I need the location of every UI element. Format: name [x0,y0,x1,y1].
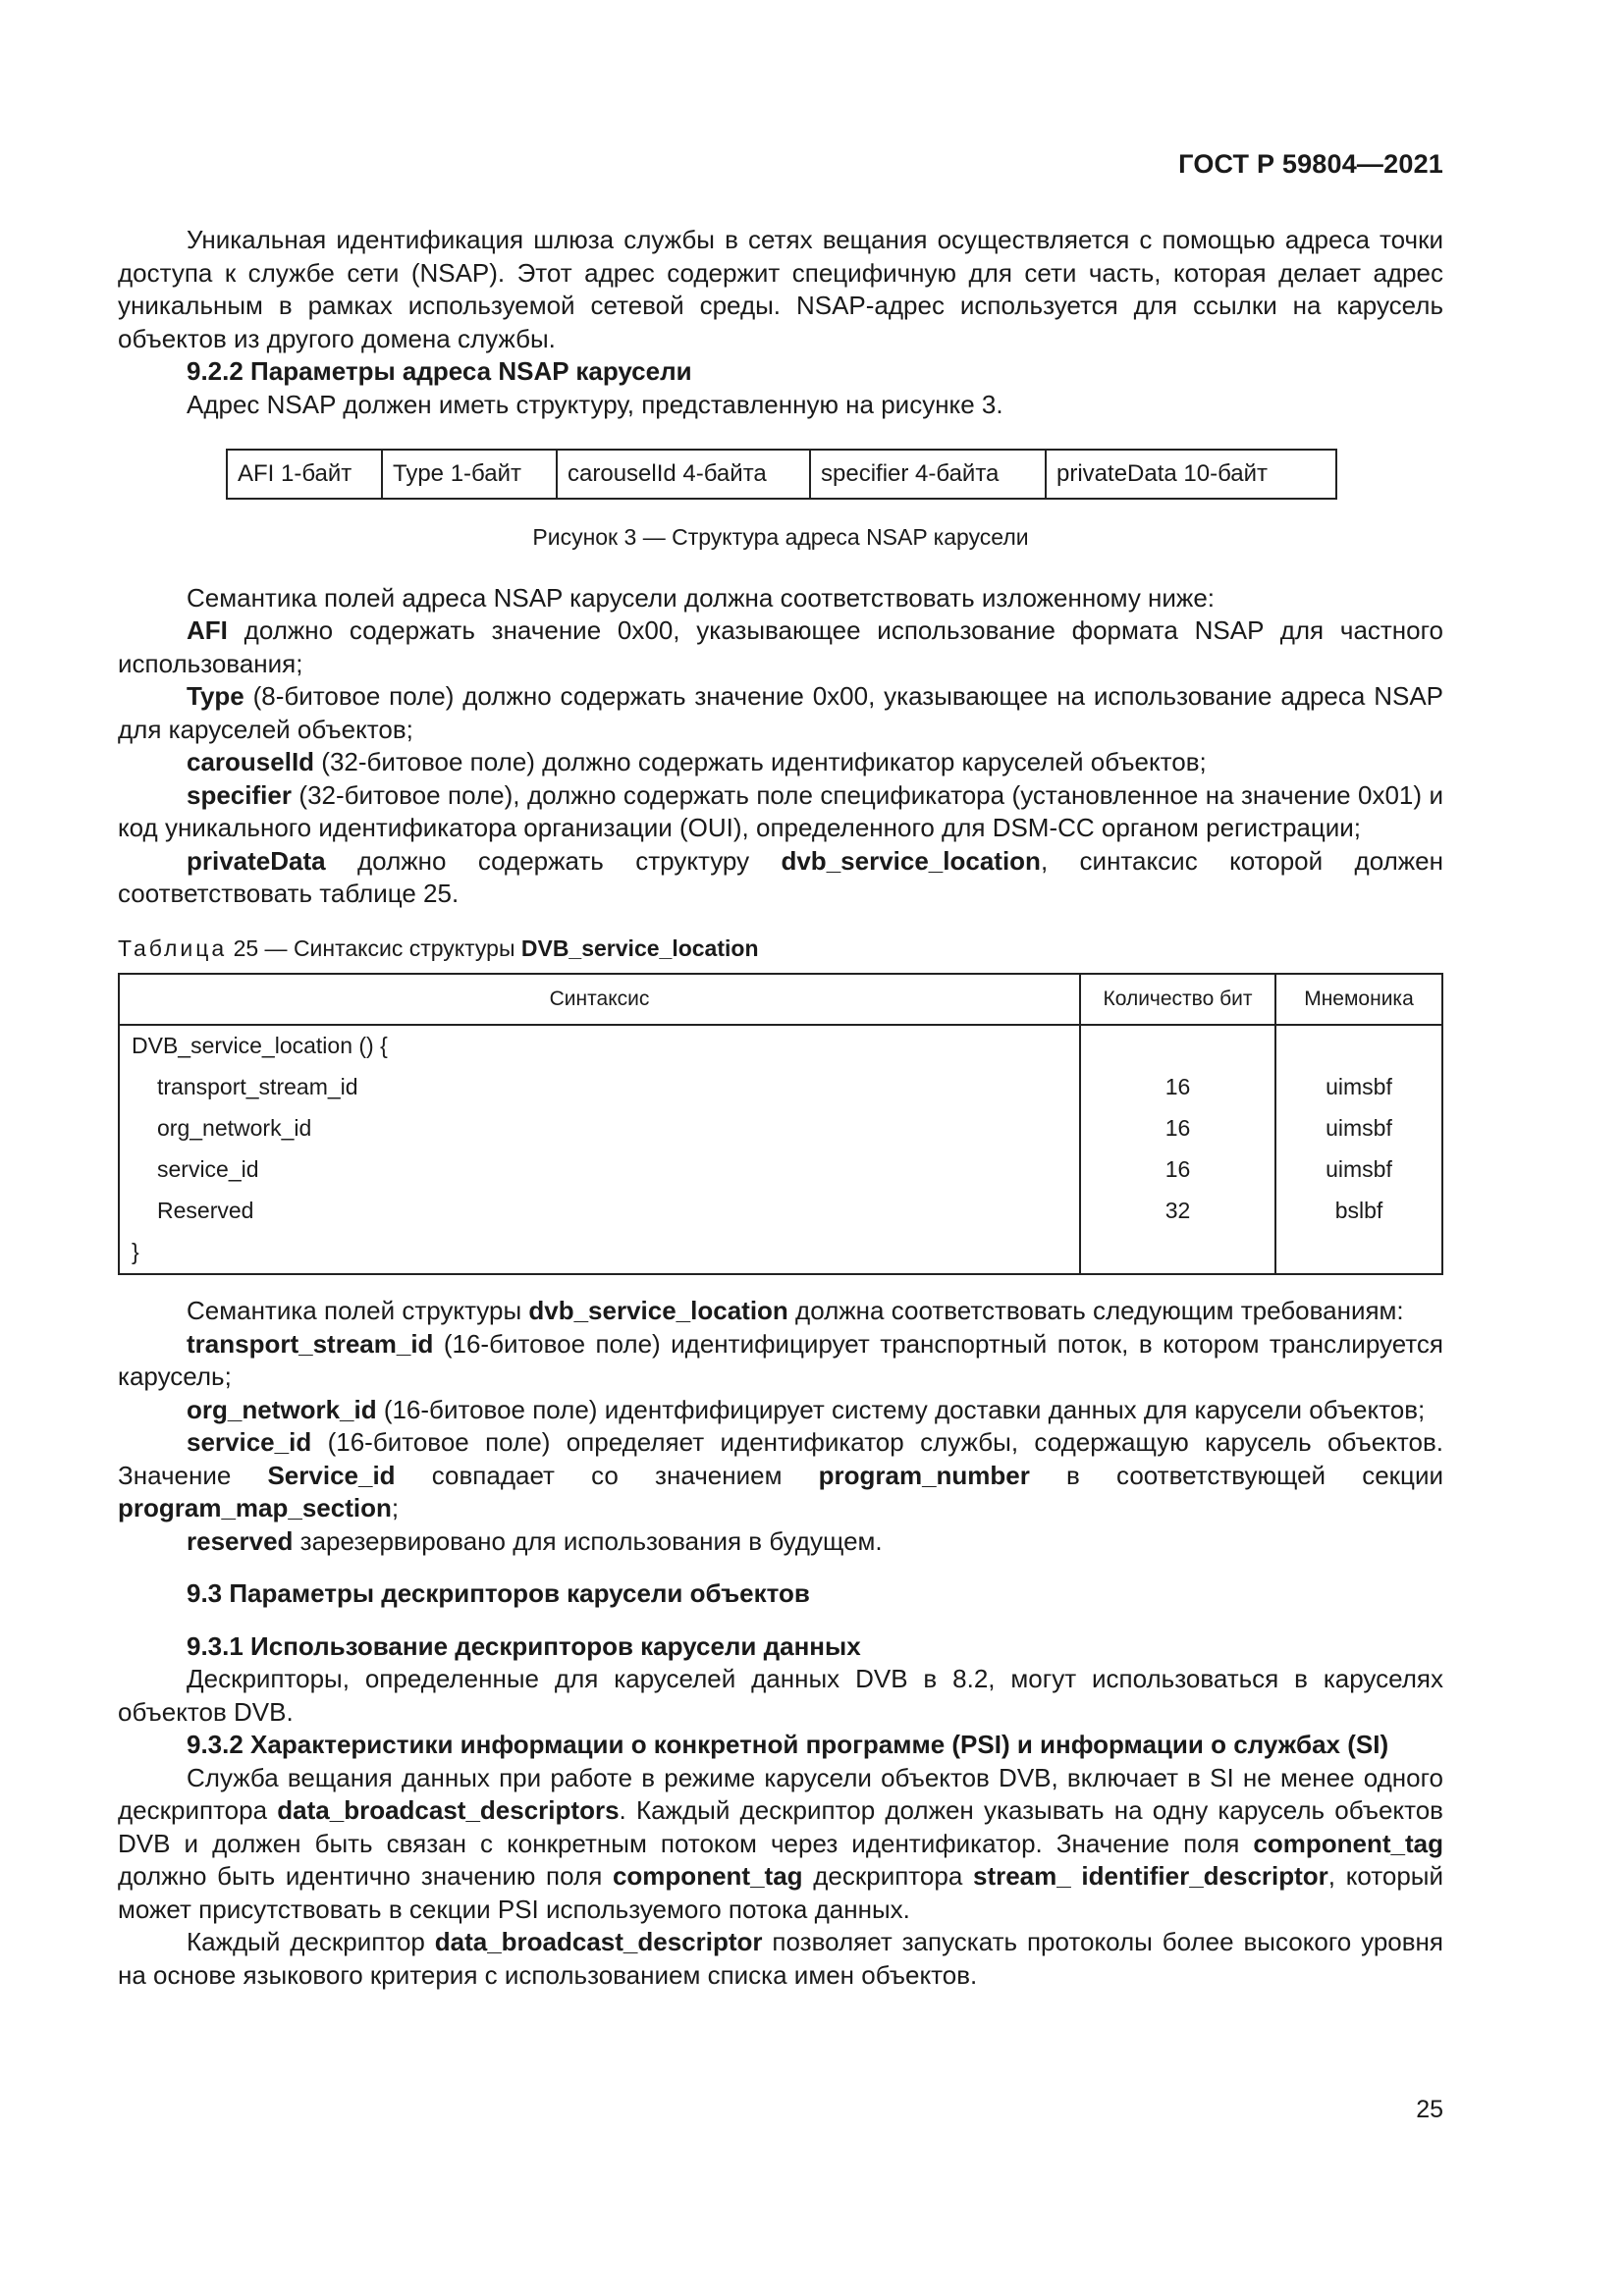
table-row [119,1025,1442,1067]
section-9-3-2-heading: 9.3.2 Характеристики информации о конкретной программе (PSI) и информации о службах (SI) [187,1730,1389,1759]
nsap-field-type: Type 1-байт [382,450,557,499]
section-9-3-1-text: Дескрипторы, определенные для каруселей данных DVB в 8.2, могут использоваться в каруселях объектов DVB. [118,1664,1443,1727]
semantics-privatedata: privateData должно содержать структуру dvb_service_location, синтаксис которой должен соответствовать таблице 25. [118,845,1443,908]
section-9-2-2-text: Адрес NSAP должен иметь структуру, представленную на рисунке 3. [187,389,1003,419]
section-9-3-heading: 9.3 Параметры дескрипторов карусели объектов [187,1578,810,1608]
table-cell-mnemonic: uimsbf [1275,1108,1442,1149]
table-row [119,1191,1442,1232]
semantics-carouselid: carouselId (32-битовое поле) должно содержать идентификатор каруселей объектов; [187,747,1207,776]
table-25-title: Таблица 25 — Синтаксис структуры DVB_service_location [118,934,759,961]
table-row [119,1108,1442,1149]
document-body [118,224,1443,1992]
table-cell-mnemonic: uimsbf [1275,1149,1442,1191]
table-header-bits: Количество бит [1080,974,1275,1025]
table-cell-bits [1080,1025,1275,1067]
figure-caption: Рисунок 3 — Структура адреса NSAP карусели [532,524,1029,550]
table-cell-syntax: } [119,1232,1080,1274]
document-header: ГОСТ Р 59804—2021 [1178,149,1443,179]
dvb-semantics-lead: Семантика полей структуры dvb_service_location должна соответствовать следующим требованиям: [187,1296,1404,1325]
table-cell-mnemonic: uimsbf [1275,1067,1442,1108]
dvb-semantics-sid: service_id (16-битовое поле) определяет идентификатор службы, содержащую карусель объектов. Значение Service_id совпадает со значением program_number в соответствующей секции program_map_section; [118,1427,1443,1522]
table-cell-mnemonic [1275,1025,1442,1067]
section-9-3-2-paragraph-2: Каждый дескриптор data_broadcast_descriptor позволяет запускать протоколы более высокого уровня на основе языкового критерия с использованием списка имен объектов. [118,1927,1443,1990]
table-cell-syntax: transport_stream_id [119,1067,1080,1108]
table-cell-mnemonic: bslbf [1275,1191,1442,1232]
table-row [119,1067,1442,1108]
nsap-field-specifier: specifier 4-байта [810,450,1046,499]
semantics-afi: AFI должно содержать значение 0x00, указывающее использование формата NSAP для частного использования; [118,615,1443,678]
intro-paragraph: Уникальная идентификация шлюза службы в сетях вещания осуществляется с помощью адреса точки доступа к службе сети (NSAP). Этот адрес содержит специфичную для сети часть, которая делает адрес уникальным в рамках используемой сетевой среды. NSAP-адрес используется для ссылки на карусель объектов из другого домена службы. [118,225,1443,353]
nsap-structure-table [226,449,1337,500]
section-9-3-2-paragraph-1: Служба вещания данных при работе в режиме карусели объектов DVB, включает в SI не менее одного дескриптора data_broadcast_descriptors. Каждый дескриптор должен указывать на одну карусель объектов DVB и должен быть связан с конкретным потоком через идентификатор. Значение поля component_tag должно быть идентично значению поля component_tag дескриптора stream_ identifier_descriptor, который может присутствовать в секции PSI используемого потока данных. [118,1762,1444,1924]
table-cell-syntax: service_id [119,1149,1080,1191]
table-cell-syntax: DVB_service_location () { [119,1025,1080,1067]
table-cell-bits: 16 [1080,1067,1275,1108]
table-cell-bits: 16 [1080,1149,1275,1191]
section-9-2-2-heading: 9.2.2 Параметры адреса NSAP карусели [187,356,692,386]
table-cell-bits: 32 [1080,1191,1275,1232]
table-cell-syntax: Reserved [119,1191,1080,1232]
table-header-syntax: Синтаксис [119,974,1080,1025]
nsap-field-carouselid: carouselId 4-байта [557,450,810,499]
dvb-semantics-tsid: transport_stream_id (16-битовое поле) идентифицирует транспортный поток, в котором транслируется карусель; [118,1328,1443,1391]
semantics-type: Type (8-битовое поле) должно содержать значение 0x00, указывающее на использование адреса NSAP для каруселей объектов; [118,681,1443,744]
section-9-3-1-heading: 9.3.1 Использование дескрипторов карусели данных [187,1630,861,1661]
nsap-field-afi: AFI 1-байт [227,450,382,499]
table-row [119,1149,1442,1191]
table-cell-mnemonic [1275,1232,1442,1274]
page-number: 25 [1416,2096,1443,2123]
table-row [119,1232,1442,1274]
table-cell-bits [1080,1232,1275,1274]
semantics-lead: Семантика полей адреса NSAP карусели должна соответствовать изложенному ниже: [187,582,1216,613]
dvb-semantics-reserved: reserved зарезервировано для использования в будущем. [187,1525,883,1556]
dvb-semantics-orgnet: org_network_id (16-битовое поле) идентфифицирует систему доставки данных для карусели объектов; [187,1394,1426,1424]
table-cell-bits: 16 [1080,1108,1275,1149]
nsap-structure-figure [226,449,1443,500]
nsap-field-privatedata: privateData 10-байт [1046,450,1336,499]
table-25 [118,973,1443,1275]
table-header-mnemonic: Мнемоника [1275,974,1442,1025]
semantics-specifier: specifier (32-битовое поле), должно содержать поле спецификатора (установленное на значение 0x01) и код уникального идентификатора организации (OUI), определенного для DSM-CC органом регистрации; [118,779,1443,842]
table-cell-syntax: org_network_id [119,1108,1080,1149]
